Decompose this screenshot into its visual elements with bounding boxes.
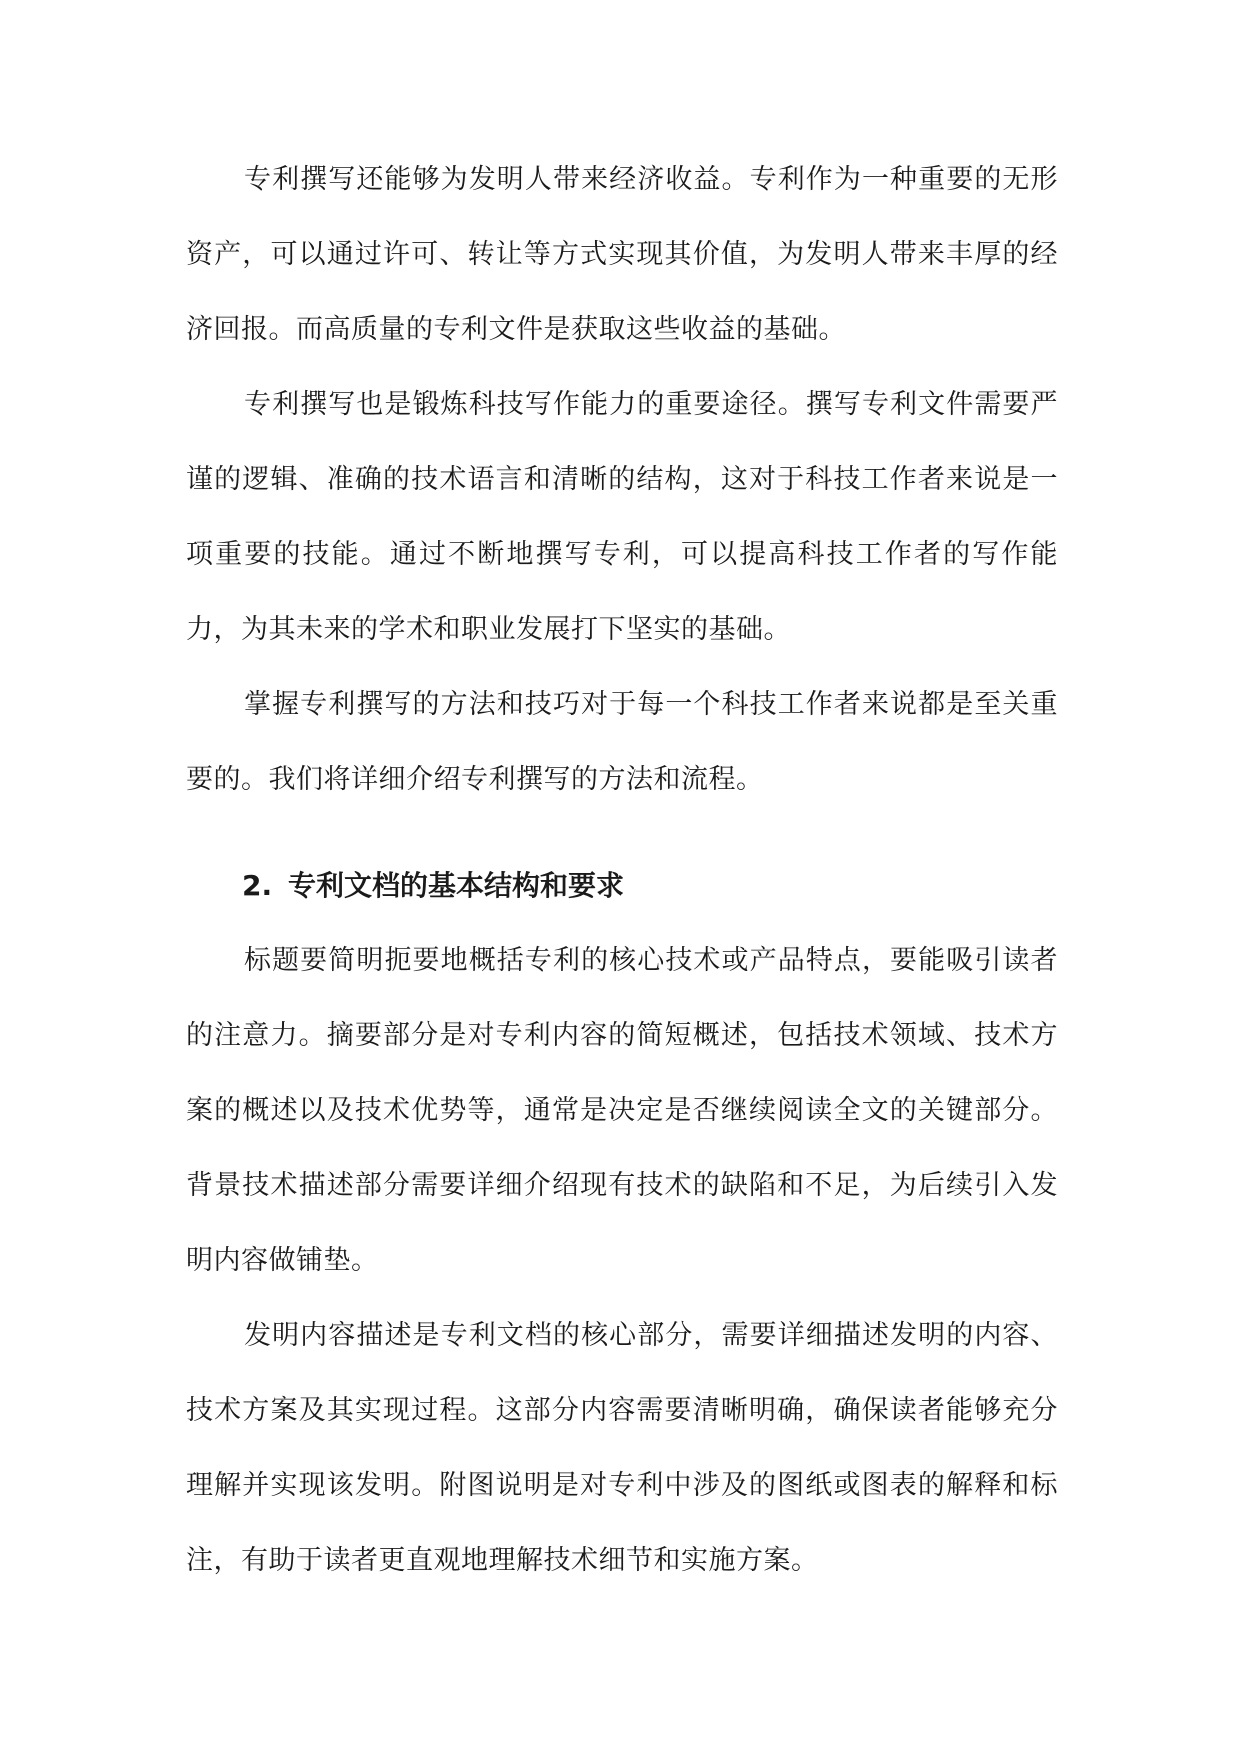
document-body (186, 142, 1058, 1598)
paragraph-methods-intro: 掌握专利撰写的方法和技巧对于每一个科技工作者来说都是至关重要的。我们将详细介绍专利撰写的方法和流程。 (186, 689, 1058, 795)
section-title: 专利文档的基本结构和要求 (288, 869, 625, 902)
paragraph-writing-skills: 专利撰写也是锻炼科技写作能力的重要途径。撰写专利文件需要严谨的逻辑、准确的技术语言和清晰的结构，这对于科技工作者来说是一项重要的技能。通过不断地撰写专利，可以提高科技工作者的写作能力，为其未来的学术和职业发展打下坚实的基础。 (186, 389, 1058, 645)
section-heading (186, 848, 1058, 923)
paragraph-economic-benefits: 专利撰写还能够为发明人带来经济收益。专利作为一种重要的无形资产，可以通过许可、转让等方式实现其价值，为发明人带来丰厚的经济回报。而高质量的专利文件是获取这些收益的基础。 (186, 164, 1058, 345)
paragraph-title-abstract-background: 标题要简明扼要地概括专利的核心技术或产品特点，要能吸引读者的注意力。摘要部分是对专利内容的简短概述，包括技术领域、技术方案的概述以及技术优势等，通常是决定是否继续阅读全文的关键部分。背景技术描述部分需要详细介绍现有技术的缺陷和不足，为后续引入发明内容做铺垫。 (186, 945, 1058, 1276)
section-number: 2. (242, 869, 273, 902)
paragraph-invention-content: 发明内容描述是专利文档的核心部分，需要详细描述发明的内容、技术方案及其实现过程。这部分内容需要清晰明确，确保读者能够充分理解并实现该发明。附图说明是对专利中涉及的图纸或图表的解释和标注，有助于读者更直观地理解技术细节和实施方案。 (186, 1320, 1058, 1576)
